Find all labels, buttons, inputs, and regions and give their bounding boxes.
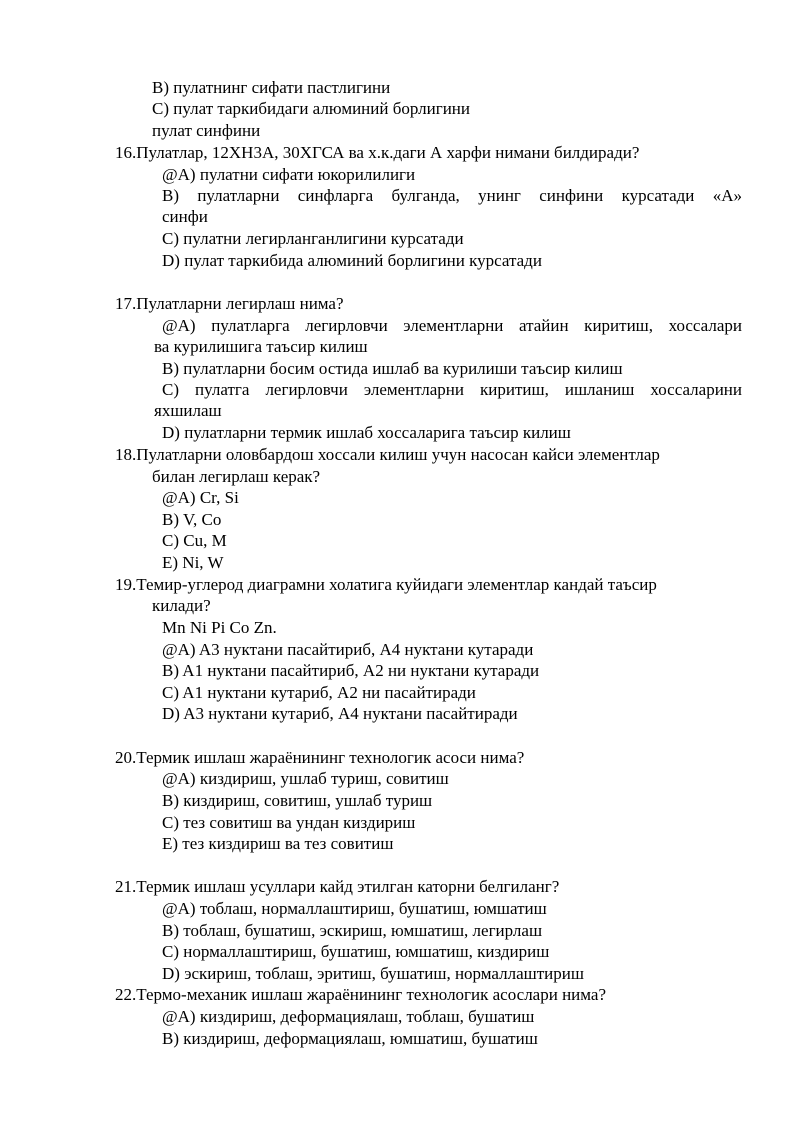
option-15-continuation: пулат синфини <box>152 121 261 140</box>
option-16-b-cont: синфи <box>162 207 208 226</box>
option-17-c-cont: яхшилаш <box>154 401 222 420</box>
option-17-b: B) пулатларни босим остида ишлаб ва курилиши таъсир килиш <box>162 359 623 378</box>
option-19-b: B) A1 нуктани пасайтириб, A2 ни нуктани кутаради <box>162 661 540 680</box>
option-17-a-cont: ва курилишига таъсир килиш <box>154 337 368 356</box>
option-16-a: @A) пулатни сифати юкорилилиги <box>162 165 416 184</box>
option-22-a: @A) киздириш, деформациялаш, тоблаш, бушатиш <box>162 1007 535 1026</box>
question-16: 16.Пулатлар, 12ХН3А, 30ХГСА ва х.к.даги А харфи нимани билдиради? <box>115 143 640 162</box>
option-18-e: E) Ni, W <box>162 553 224 572</box>
option-21-d: D) эскириш, тоблаш, эритиш, бушатиш, нормаллаштириш <box>162 964 584 983</box>
option-18-a: @A) Cr, Si <box>162 488 239 507</box>
option-22-b: B) киздириш, деформациялаш, юмшатиш, бушатиш <box>162 1029 538 1048</box>
option-20-c: C) тез совитиш ва ундан киздириш <box>162 813 416 832</box>
question-18-cont: билан легирлаш керак? <box>152 467 321 486</box>
option-21-c: C) нормаллаштириш, бушатиш, юмшатиш, киздириш <box>162 942 550 961</box>
question-19: 19.Темир-углерод диаграмни холатига куйидаги элементлар кандай таъсир <box>115 575 657 594</box>
question-21: 21.Термик ишлаш усуллари кайд этилган каторни белгиланг? <box>115 877 560 896</box>
option-16-c: C) пулатни легирланганлигини курсатади <box>162 229 464 248</box>
option-17-d: D) пулатларни термик ишлаб хоссаларига таъсир килиш <box>162 423 571 442</box>
question-19-cont: килади? <box>152 596 211 615</box>
question-17: 17.Пулатларни легирлаш нима? <box>115 294 344 313</box>
option-20-a: @A) киздириш, ушлаб туриш, совитиш <box>162 769 449 788</box>
question-22: 22.Термо-механик ишлаш жараёнининг технологик асослари нима? <box>115 985 606 1004</box>
option-16-b: B) пулатларни синфларга булганда, унинг синфини курсатади «А» <box>162 186 742 205</box>
question-20: 20.Термик ишлаш жараёнининг технологик асоси нима? <box>115 748 525 767</box>
option-15-b: B) пулатнинг сифати пастлигини <box>152 78 391 97</box>
question-18: 18.Пулатларни оловбардош хоссали килиш учун насосан кайси элементлар <box>115 445 660 464</box>
option-17-c: C) пулатга легирловчи элементларни киритиш, ишланиш хоссаларини <box>162 380 742 399</box>
option-17-a: @A) пулатларга легирловчи элементларни атайин киритиш, хоссалари <box>162 316 742 335</box>
option-15-c: C) пулат таркибидаги алюминий борлигини <box>152 99 470 118</box>
option-20-b: B) киздириш, совитиш, ушлаб туриш <box>162 791 433 810</box>
option-21-a: @A) тоблаш, нормаллаштириш, бушатиш, юмшатиш <box>162 899 547 918</box>
option-20-e: E) тез киздириш ва тез совитиш <box>162 834 394 853</box>
option-19-d: D) A3 нуктани кутариб, A4 нуктани пасайтиради <box>162 704 518 723</box>
option-18-b: B) V, Co <box>162 510 222 529</box>
question-19-elements: Mn Ni Pi Co Zn. <box>162 618 277 637</box>
option-19-c: C) A1 нуктани кутариб, A2 ни пасайтиради <box>162 683 476 702</box>
option-21-b: B) тоблаш, бушатиш, эскириш, юмшатиш, легирлаш <box>162 921 543 940</box>
option-16-d: D) пулат таркибида алюминий борлигини курсатади <box>162 251 542 270</box>
option-19-a: @A) A3 нуктани пасайтириб, A4 нуктани кутаради <box>162 640 534 659</box>
option-18-c: C) Cu, M <box>162 531 227 550</box>
